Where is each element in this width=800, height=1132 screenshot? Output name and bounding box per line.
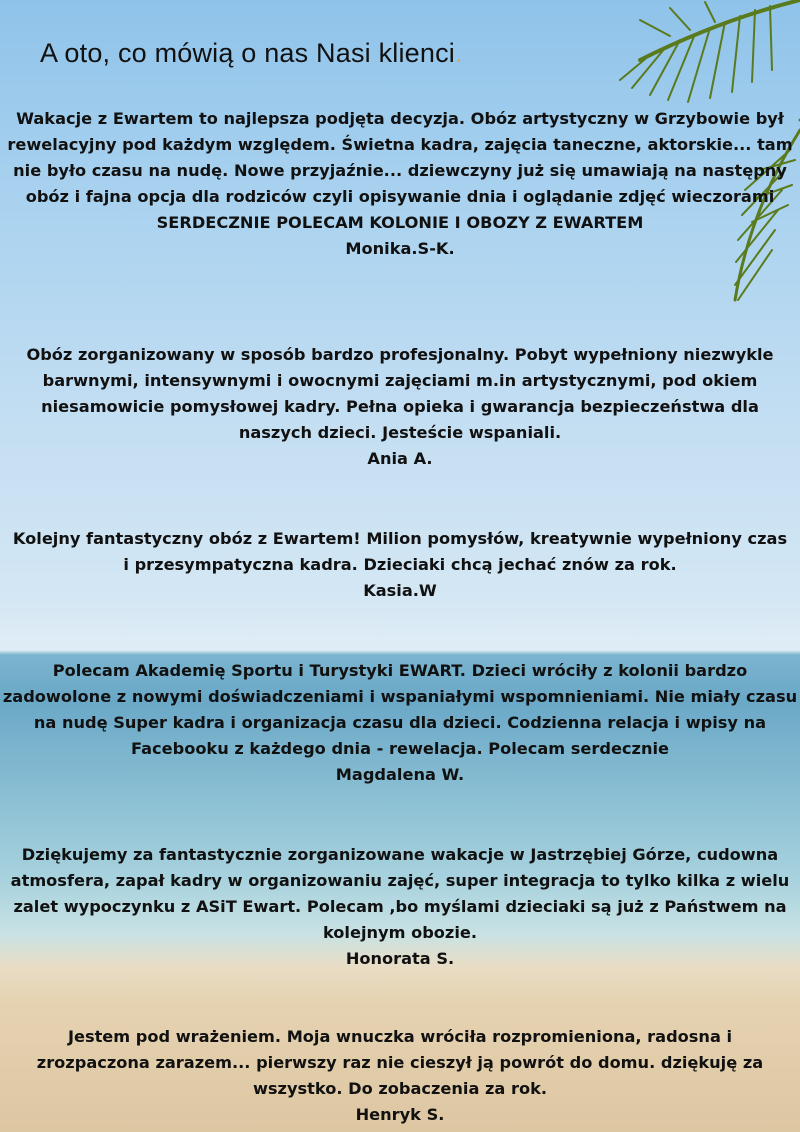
review-author: Ania A. (367, 449, 433, 468)
review-text: Obóz zorganizowany w sposób bardzo profesjonalny. Pobyt wypełniony niezwykle barwnymi, intensywnymi i owocnymi zajęciami m.in artystycznymi, pod okiem niesamowicie pomysłowej kadry. Pełna opieka i gwarancja bezpieczeństwa dla naszych dzieci. Jesteście wspaniali. (26, 345, 774, 442)
review-1 (0, 106, 800, 262)
review-recommendation: SERDECZNIE POLECAM KOLONIE I OBOZY Z EWARTEM (156, 213, 644, 232)
page-title (40, 38, 463, 69)
review-6 (0, 1024, 800, 1128)
review-text: Kolejny fantastyczny obóz z Ewartem! Milion pomysłów, kreatywnie wypełniony czas i przesympatyczna kadra. Dzieciaki chcą jechać znów za rok. (12, 529, 788, 574)
review-text: Wakacje z Ewartem to najlepsza podjęta decyzja. Obóz artystyczny w Grzybowie był rewelacyjny pod każdym względem. Świetna kadra, zajęcia taneczne, aktorskie... tam nie było czasu na nudę. Nowe przyjaźnie... dziewczyny już się umawiają na następny obóz i fajna opcja dla rodziców czyli opisywanie dnia i oglądanie zdjęć wieczorami (7, 109, 793, 206)
review-author: Magdalena W. (335, 765, 465, 784)
review-author: Henryk S. (355, 1105, 445, 1124)
review-author: Kasia.W (363, 581, 437, 600)
page-title-dot: . (455, 38, 463, 68)
review-text: Polecam Akademię Sportu i Turystyki EWART. Dzieci wróciły z kolonii bardzo zadowolone z nowymi doświadczeniami i wspaniałymi wspomnieniami. Nie miały czasu na nudę Super kadra i organizacja czasu dla dzieci. Codzienna relacja i wpisy na Facebooku z każdego dnia - rewelacja. Polecam serdecznie (2, 661, 798, 758)
review-2 (0, 342, 800, 472)
review-5 (0, 842, 800, 972)
review-text: Jestem pod wrażeniem. Moja wnuczka wróciła rozpromieniona, radosna i zrozpaczona zarazem... pierwszy raz nie cieszył ją powrót do domu. dziękuję za wszystko. Do zobaczenia za rok. (36, 1027, 764, 1098)
review-author: Monika.S-K. (345, 239, 455, 258)
page-title-text: A oto, co mówią o nas Nasi klienci (40, 38, 455, 68)
review-author: Honorata S. (345, 949, 455, 968)
review-text: Dziękujemy za fantastycznie zorganizowane wakacje w Jastrzębiej Górze, cudowna atmosfera, zapał kadry w organizowaniu zajęć, super integracja to tylko kilka z wielu zalet wypoczynku z ASiT Ewart. Polecam ,bo myślami dzieciaki są już z Państwem na kolejnym obozie. (10, 845, 790, 942)
review-3 (0, 526, 800, 604)
review-4 (0, 658, 800, 788)
